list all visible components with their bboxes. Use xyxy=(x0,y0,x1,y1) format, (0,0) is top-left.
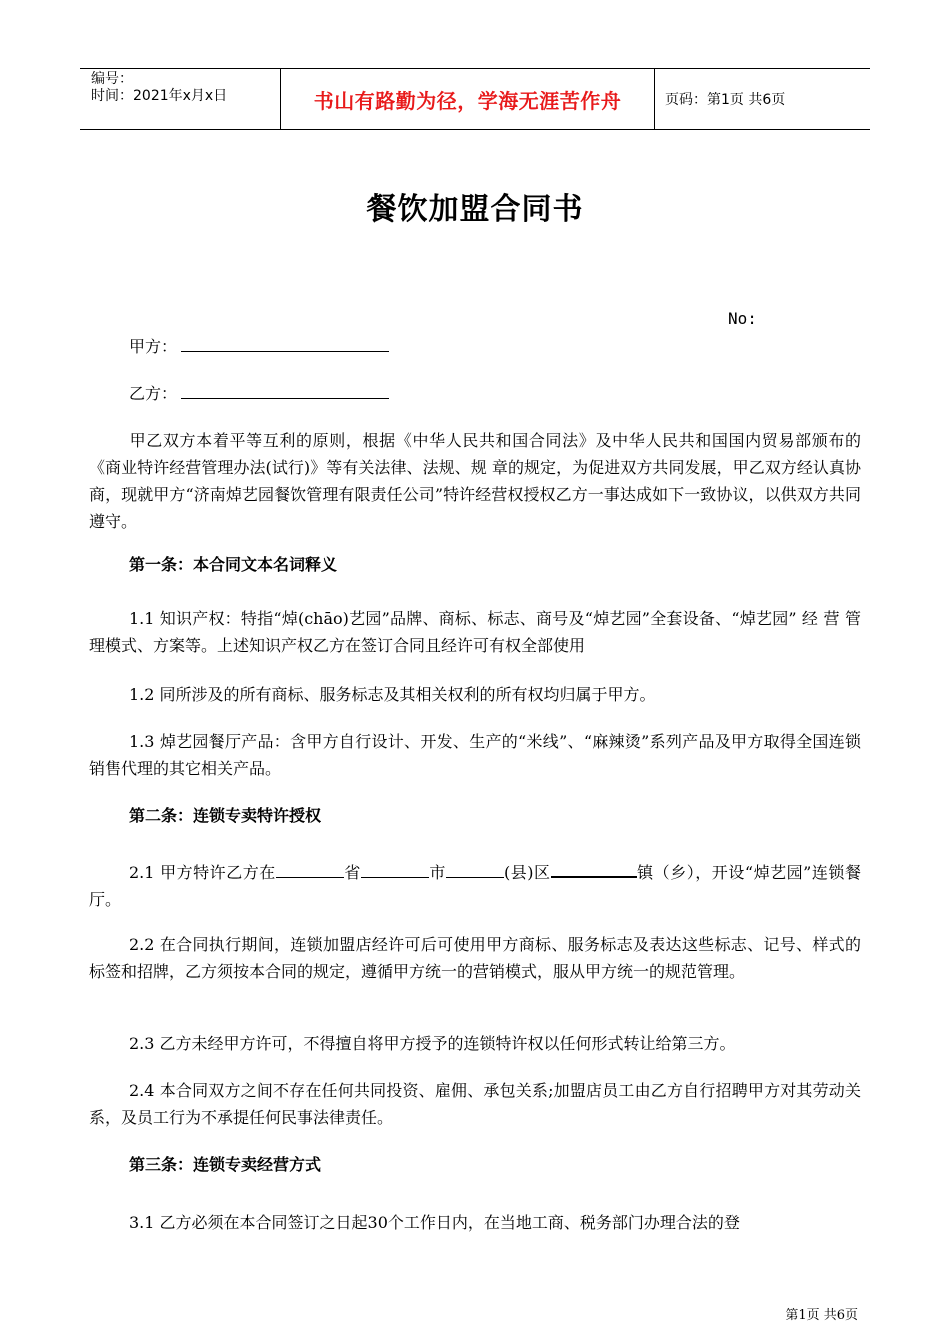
town-blank[interactable] xyxy=(551,862,637,878)
section1-heading: 第一条：本合同文本名词释义 xyxy=(129,555,338,574)
intro-paragraph xyxy=(89,427,861,535)
county-blank[interactable] xyxy=(446,863,504,878)
county-label: (县)区 xyxy=(503,863,551,882)
party-a-row xyxy=(129,334,389,357)
serial-label: 编号： xyxy=(91,71,133,87)
party-b-blank[interactable] xyxy=(181,384,389,399)
clause-1-2-text: 1.2 同所涉及的所有商标、服务标志及其相关权利的所有权均归属于甲方。 xyxy=(129,685,656,704)
clause-1-2 xyxy=(89,681,861,708)
clause-2-4 xyxy=(89,1077,861,1131)
clause-2-2 xyxy=(89,931,861,985)
header-motto: 书山有路勤为径，学海无涯苦作舟 xyxy=(313,88,622,113)
clause-1-3-text: 1.3 焯艺园餐厅产品：含甲方自行设计、开发、生产的“米线”、“麻辣烫”系列产品及甲方取得全国连锁销售代理的其它相关产品。 xyxy=(89,732,861,778)
clause-2-1 xyxy=(89,859,861,913)
time-label: 时间：2021年x月x日 xyxy=(91,88,228,104)
clause-2-4-text: 2.4 本合同双方之间不存在任何共同投资、雇佣、承包关系;加盟店员工由乙方自行招聘甲方对其劳动关系，及员工行为不承提任何民事法律责任。 xyxy=(89,1081,861,1127)
clause-2-1-lead: 2.1 甲方特许乙方在 xyxy=(129,863,276,882)
party-a-blank[interactable] xyxy=(181,337,389,352)
document-title: 餐饮加盟合同书 xyxy=(366,192,584,227)
clause-2-2-text: 2.2 在合同执行期间，连锁加盟店经许可后可使用甲方商标、服务标志及表达这些标志、记号、样式的标签和招牌，乙方须按本合同的规定，遵循甲方统一的营销模式，服从甲方统一的规范管理。 xyxy=(89,935,861,981)
clause-2-3 xyxy=(89,1030,861,1057)
contract-no-label: No: xyxy=(728,309,757,328)
province-label: 省 xyxy=(343,863,361,882)
party-a-label: 甲方： xyxy=(129,337,178,356)
party-b-row xyxy=(129,381,389,404)
town-label: 镇（乡），开设“焯艺园”连锁餐厅。 xyxy=(89,863,861,909)
clause-2-3-text: 2.3 乙方未经甲方许可，不得擅自将甲方授予的连锁特许权以任何形式转让给第三方。 xyxy=(129,1034,736,1053)
clause-1-3 xyxy=(89,728,861,782)
header-meta xyxy=(80,69,280,129)
clause-1-1 xyxy=(89,605,861,659)
city-blank[interactable] xyxy=(361,863,429,878)
header-motto-cell xyxy=(280,69,655,129)
clause-3-1-text: 3.1 乙方必须在本合同签订之日起30个工作日内，在当地工商、税务部门办理合法的登 xyxy=(129,1213,740,1232)
party-b-label: 乙方： xyxy=(129,384,178,403)
clause-3-1 xyxy=(89,1209,861,1236)
intro-text: 甲乙双方本着平等互利的原则，根据《中华人民共和国合同法》及中华人民共和国国内贸易部颁布的《商业特许经营管理办法(试行)》等有关法律、法规、规 章的规定，为促进双方共同发展，甲乙双方经认真协商，现就甲方“济南焯艺园餐饮管理有限责任公司”特许经营权授权乙方一事达成如下一致协议，以供双方共同遵守。 xyxy=(89,431,861,531)
page-footer: 第1页 共6页 xyxy=(785,1308,858,1323)
section2-heading: 第二条：连锁专卖特许授权 xyxy=(129,806,322,825)
document-header xyxy=(80,68,870,130)
city-label: 市 xyxy=(428,863,446,882)
section3-heading: 第三条：连锁专卖经营方式 xyxy=(129,1155,322,1174)
header-page-info: 页码：第1页 共6页 xyxy=(665,92,786,108)
clause-1-1-text: 1.1 知识产权：特指“焯(chāo)艺园”品牌、商标、标志、商号及“焯艺园”全套设备、“焯艺园” 经 营 管理模式、方案等。上述知识产权乙方在签订合同且经许可有权全部使用 xyxy=(89,609,861,655)
province-blank[interactable] xyxy=(276,863,344,878)
